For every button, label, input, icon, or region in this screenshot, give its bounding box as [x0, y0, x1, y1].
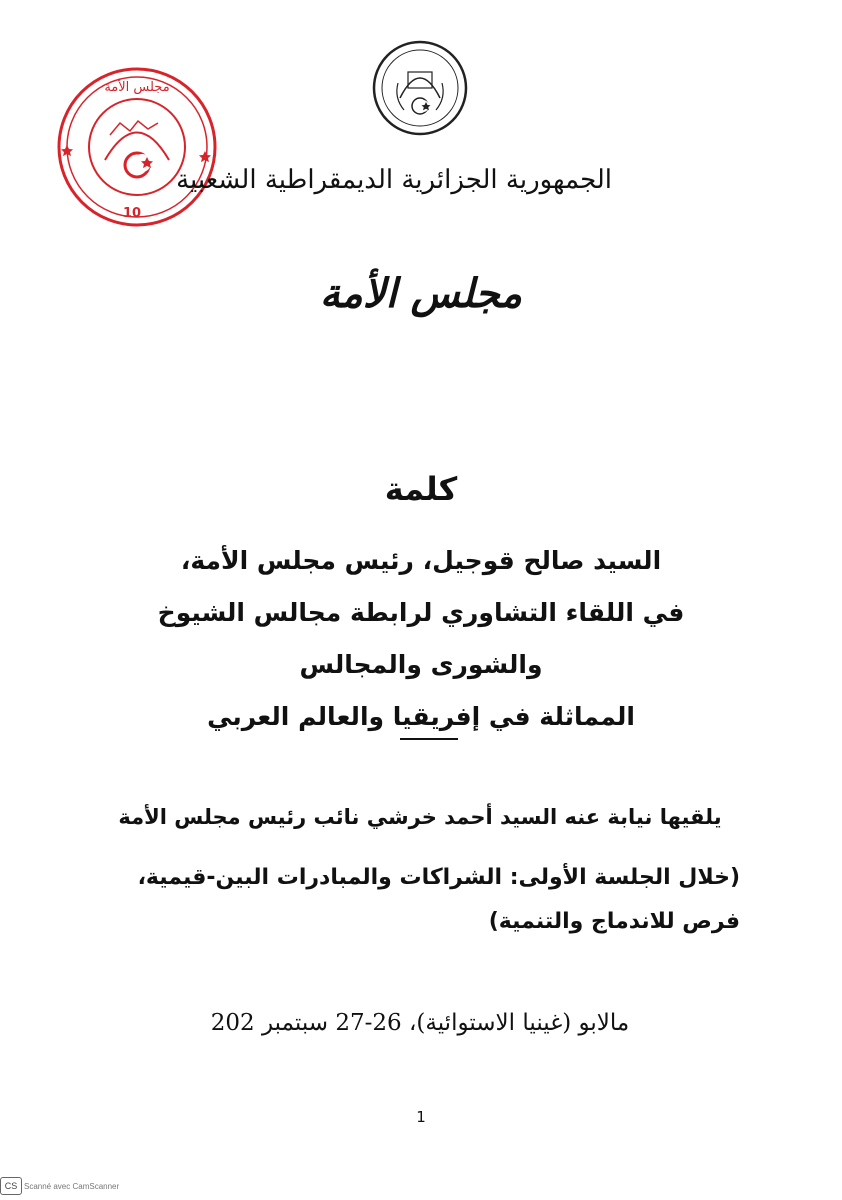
- session-info: (خلال الجلسة الأولى: الشراكات والمبادرات البين-قيمية، فرص للاندماج والتنمية): [137, 865, 740, 934]
- republic-heading: الجمهورية الجزائرية الديمقراطية الشعبية: [176, 165, 612, 195]
- speech-subject: [100, 535, 742, 743]
- council-name: مجلس الأمة: [319, 270, 523, 317]
- subject-line: السيد صالح قوجيل، رئيس مجلس الأمة،: [180, 546, 662, 575]
- speech-title: كلمة: [384, 470, 458, 508]
- scanner-watermark: Scanné avec CamScanner: [24, 1182, 120, 1191]
- page-number: 1: [416, 1108, 426, 1126]
- delivered-by: يلقيها نيابة عنه السيد أحمد خرشي نائب رئيس مجلس الأمة: [118, 805, 722, 829]
- camscanner-logo-icon: CS: [0, 1177, 22, 1195]
- subject-line: في اللقاء التشاوري لرابطة مجالس الشيوخ والشورى والمجالس: [157, 598, 685, 679]
- stamp-text: مجلس الأمة: [104, 80, 170, 95]
- council-seal-stamp-icon: [55, 65, 220, 230]
- divider: [400, 738, 458, 740]
- algeria-emblem-icon: [370, 38, 470, 138]
- subject-line: المماثلة في إفريقيا والعالم العربي: [207, 702, 635, 731]
- stamp-number: 10: [123, 206, 142, 221]
- place-date: مالابو (غينيا الاستوائية)، 26-27 سبتمبر 202: [210, 1010, 630, 1036]
